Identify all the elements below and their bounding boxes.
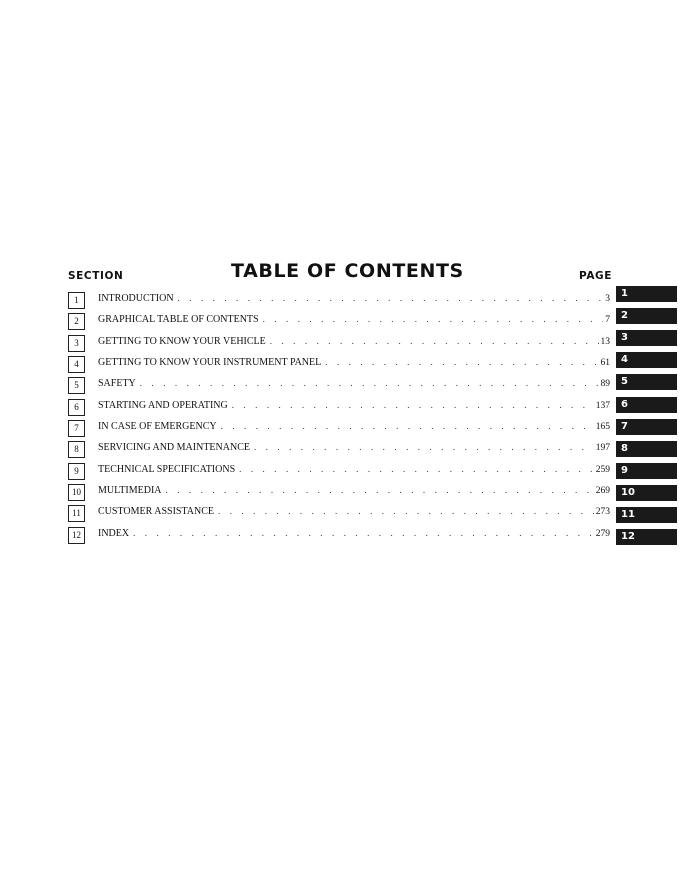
section-number-box: 12 <box>68 527 85 544</box>
toc-row[interactable] <box>0 377 680 395</box>
dot-leader <box>140 378 599 388</box>
toc-entry-title: INTRODUCTION <box>98 293 174 304</box>
toc-entry-title: GETTING TO KNOW YOUR INSTRUMENT PANEL <box>98 357 322 368</box>
toc-entry-page: 7 <box>605 315 610 325</box>
toc-entry-page: 259 <box>595 465 610 475</box>
toc-row[interactable] <box>0 313 680 331</box>
toc-entry[interactable] <box>98 378 610 393</box>
toc-entry[interactable] <box>98 336 610 351</box>
section-number-box: 3 <box>68 335 85 352</box>
page-title: TABLE OF CONTENTS <box>231 260 464 282</box>
section-tab[interactable]: 10 <box>616 485 677 501</box>
dot-leader <box>254 442 594 452</box>
toc-entry-page: 197 <box>595 443 610 453</box>
toc-entry[interactable] <box>98 421 610 436</box>
section-number-box: 9 <box>68 463 85 480</box>
toc-entry-page: 269 <box>595 486 610 496</box>
section-number-box: 1 <box>68 292 85 309</box>
dot-leader <box>325 357 598 367</box>
dot-leader <box>218 506 594 516</box>
toc-row[interactable] <box>0 484 680 502</box>
toc-row[interactable] <box>0 463 680 481</box>
section-tab[interactable]: 1 <box>616 286 677 302</box>
toc-entry-page: 13 <box>600 337 610 347</box>
toc-entry-title: MULTIMEDIA <box>98 485 162 496</box>
section-tab[interactable]: 5 <box>616 374 677 390</box>
toc-entry-title: STARTING AND OPERATING <box>98 400 228 411</box>
section-number-box: 2 <box>68 313 85 330</box>
section-number-box: 6 <box>68 399 85 416</box>
section-tab[interactable]: 12 <box>616 529 677 545</box>
toc-entry[interactable] <box>98 293 610 308</box>
section-number-box: 4 <box>68 356 85 373</box>
toc-row[interactable] <box>0 441 680 459</box>
section-number-box: 5 <box>68 377 85 394</box>
section-tab[interactable]: 4 <box>616 352 677 368</box>
section-tab[interactable]: 3 <box>616 330 677 346</box>
toc-entry-title: CUSTOMER ASSISTANCE <box>98 506 214 517</box>
toc-entry-page: 3 <box>605 294 610 304</box>
toc-row[interactable] <box>0 527 680 545</box>
toc-row[interactable] <box>0 420 680 438</box>
toc-entry-title: SERVICING AND MAINTENANCE <box>98 442 250 453</box>
dot-leader <box>270 336 599 346</box>
section-number-box: 7 <box>68 420 85 437</box>
toc-row[interactable] <box>0 292 680 310</box>
toc-row[interactable] <box>0 335 680 353</box>
dot-leader <box>221 421 594 431</box>
toc-entry-page: 137 <box>595 401 610 411</box>
toc-entry-title: TECHNICAL SPECIFICATIONS <box>98 464 236 475</box>
toc-entry-page: 61 <box>600 358 610 368</box>
toc-entry-title: SAFETY <box>98 378 136 389</box>
section-number-box: 10 <box>68 484 85 501</box>
toc-entry[interactable] <box>98 528 610 543</box>
toc-entry[interactable] <box>98 506 610 521</box>
toc-entry[interactable] <box>98 442 610 457</box>
page-column-header: PAGE <box>579 270 613 282</box>
dot-leader <box>239 464 594 474</box>
toc-entry-page: 89 <box>600 379 610 389</box>
toc-entry[interactable] <box>98 400 610 415</box>
section-tab[interactable]: 7 <box>616 419 677 435</box>
section-tab[interactable]: 8 <box>616 441 677 457</box>
section-number-box: 11 <box>68 505 85 522</box>
toc-entry-title: IN CASE OF EMERGENCY <box>98 421 217 432</box>
toc-row[interactable] <box>0 356 680 374</box>
section-tab[interactable]: 6 <box>616 397 677 413</box>
toc-entry[interactable] <box>98 485 610 500</box>
toc-entry[interactable] <box>98 357 610 372</box>
toc-row[interactable] <box>0 399 680 417</box>
section-tab[interactable]: 2 <box>616 308 677 324</box>
dot-leader <box>166 485 594 495</box>
toc-row[interactable] <box>0 505 680 523</box>
toc-entry-page: 279 <box>595 529 610 539</box>
toc-entry-page: 273 <box>595 507 610 517</box>
dot-leader <box>133 528 594 538</box>
section-tab[interactable]: 11 <box>616 507 677 523</box>
toc-entry-title: INDEX <box>98 528 130 539</box>
toc-entry[interactable] <box>98 314 610 329</box>
dot-leader <box>232 400 594 410</box>
dot-leader <box>178 293 604 303</box>
toc-entry-title: GETTING TO KNOW YOUR VEHICLE <box>98 336 266 347</box>
section-tab[interactable]: 9 <box>616 463 677 479</box>
toc-entry-title: GRAPHICAL TABLE OF CONTENTS <box>98 314 259 325</box>
section-column-header: SECTION <box>68 270 124 282</box>
toc-entry[interactable] <box>98 464 610 479</box>
toc-entry-page: 165 <box>595 422 610 432</box>
section-number-box: 8 <box>68 441 85 458</box>
dot-leader <box>263 314 604 324</box>
